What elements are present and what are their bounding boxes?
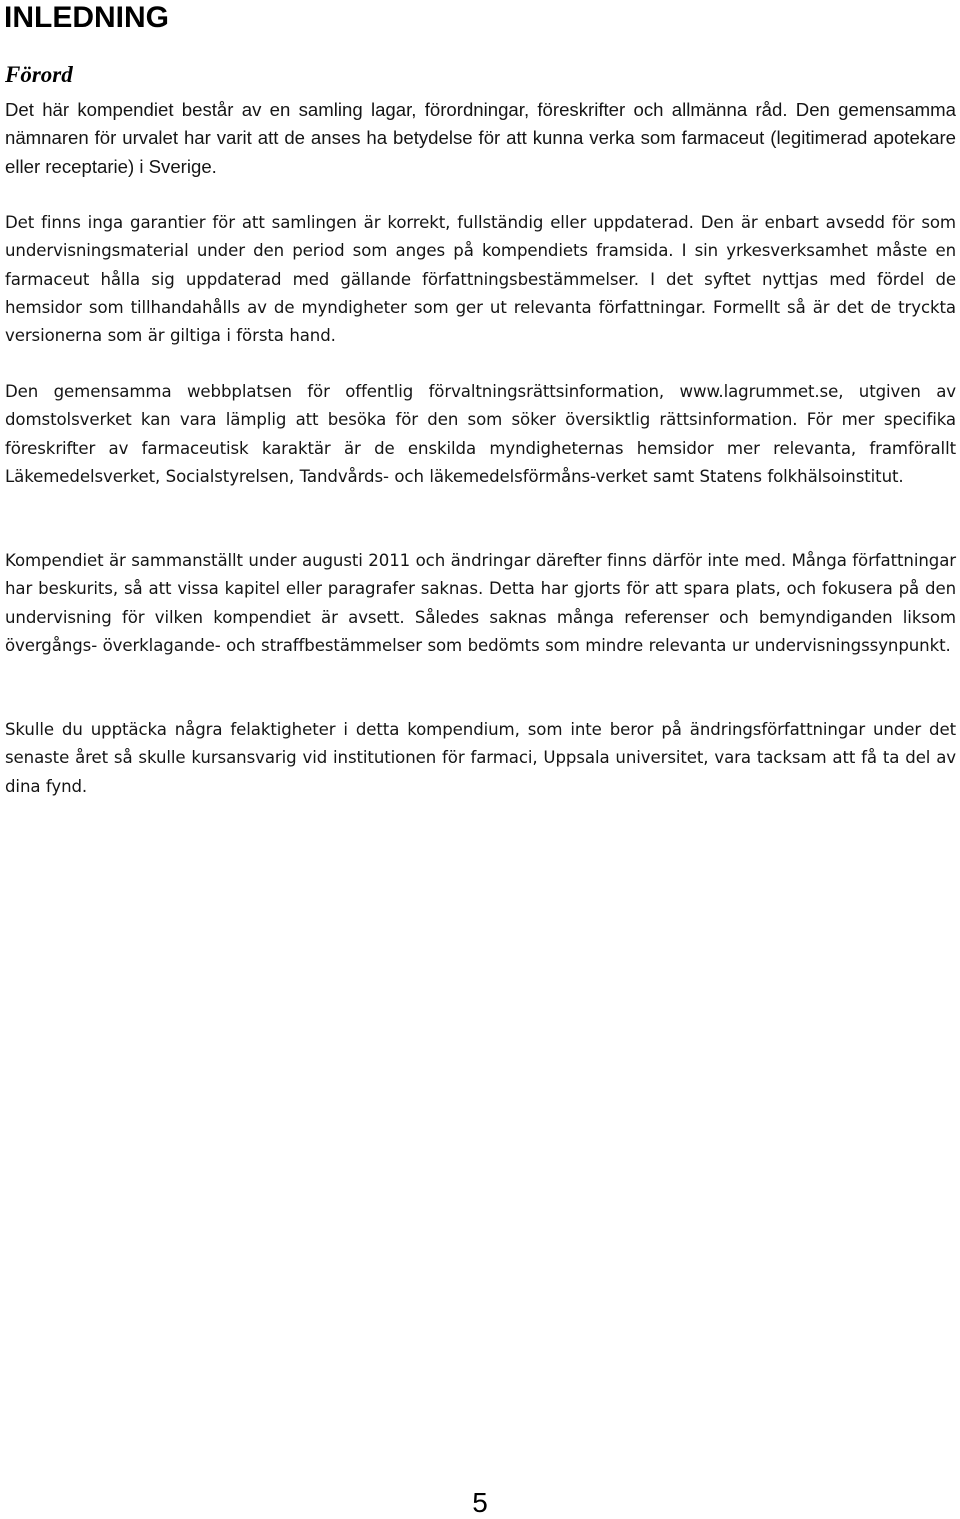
paragraph-disclaimer: Det finns inga garantier för att samlingen är korrekt, fullständig eller uppdaterad. Den är enbart avsedd för som undervisningsmaterial under den period som anges på kompendiets framsida. I sin yrkesverksamhet måste en farmaceut hålla sig uppdaterad med gällande författningsbestämmelser. I det syftet nyttjas med fördel de hemsidor som tillhandahålls av de myndigheter som ger ut relevanta författningar. Formellt så är det de tryckta versionerna som är giltiga i första hand. <box>5 213 956 346</box>
page-heading: INLEDNING <box>4 1 169 34</box>
paragraph-resources: Den gemensamma webbplatsen för offentlig förvaltningsrättsinformation, www.lagrummet.se, utgiven av domstolsverket kan vara lämplig att besöka för den som söker översiktlig rättsinformation. För mer specifika föreskrifter av farmaceutisk karaktär är de enskilda myndigheternas hemsidor mer relevanta, framförallt Läkemedelsverket, Socialstyrelsen, Tandvårds- och läkemedelsförmåns-verket samt Statens folkhälsoinstitut. <box>5 382 956 486</box>
paragraph-compilation: Kompendiet är sammanställt under augusti 2011 och ändringar därefter finns därför inte med. Många författningar har beskurits, så att vissa kapitel eller paragrafer saknas. Detta har gjorts för att spara plats, och fokusera på den undervisning för vilken kompendiet är avsett. Således saknas många referenser och bemyndiganden liksom övergångs- överklagande- och straffbestämmelser som bedömts som mindre relevanta ur undervisningssynpunkt. <box>5 551 956 655</box>
page-number: 5 <box>472 1487 488 1518</box>
section-heading: Förord <box>5 62 73 87</box>
paragraph-intro: Det här kompendiet består av en samling lagar, förordningar, föreskrifter och allmänna råd. Den gemensamma nämnaren för urvalet har varit att de anses ha betydelse för att kunna verka som farmaceut (legitimerad apotekare eller receptarie) i Sverige. <box>5 99 956 177</box>
paragraph-errata: Skulle du upptäcka några felaktigheter i detta kompendium, som inte beror på ändringsförfattningar under det senaste året så skulle kursansvarig vid institutionen för farmaci, Uppsala universitet, vara tacksam att få ta del av dina fynd. <box>5 720 956 796</box>
